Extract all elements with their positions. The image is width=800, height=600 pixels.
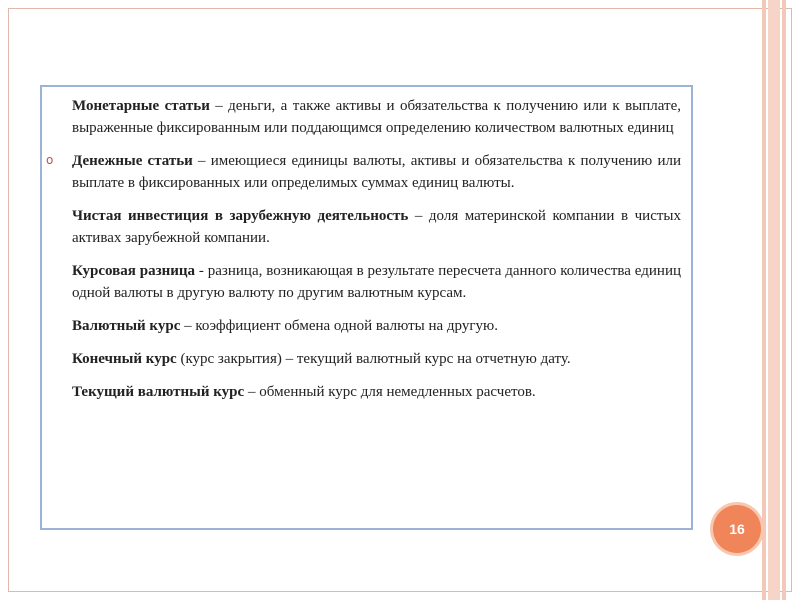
definition-text: – доля материнской компании в чистых активах зарубежной компании.: [72, 208, 681, 246]
decorative-stripe: [782, 0, 786, 600]
list-item: [42, 348, 691, 370]
list-item: [42, 260, 691, 304]
definition-list: [42, 95, 691, 414]
list-item: [42, 315, 691, 337]
term-label: Чистая инвестиция в зарубежную деятельность: [72, 208, 409, 224]
list-item: [42, 205, 691, 249]
slide-number-badge: 16: [713, 505, 761, 553]
circle-bullet-icon: o: [46, 153, 54, 167]
term-label: Монетарные статьи: [72, 98, 210, 114]
term-label: Текущий валютный курс: [72, 384, 245, 400]
definition-text: - разница, возникающая в результате пересчета данного количества единиц одной валюты в другую валюту по другим валютным курсам.: [72, 263, 681, 301]
term-label: Валютный курс: [72, 318, 181, 334]
decorative-stripe: [762, 0, 766, 600]
definition-text: – коэффициент обмена одной валюты на другую.: [180, 318, 498, 334]
term-label: Курсовая разница: [72, 263, 196, 279]
definition-text: – деньги, а также активы и обязательства к получению или к выплате, выраженные фиксированным или поддающимся определению количеством валютных единиц: [72, 98, 681, 136]
list-item: [42, 150, 691, 194]
decorative-stripe: [768, 0, 780, 600]
definition-text: – обменный курс для немедленных расчетов.: [244, 384, 536, 400]
definition-text: (курс закрытия) – текущий валютный курс на отчетную дату.: [176, 351, 571, 367]
term-label: Конечный курс: [72, 351, 177, 367]
definition-text: – имеющиеся единицы валюты, активы и обязательства к получению или выплате в фиксированных или определимых суммах единиц валюты.: [72, 153, 681, 191]
list-item: [42, 95, 691, 139]
term-label: Денежные статьи: [72, 153, 193, 169]
content-box: [40, 85, 693, 530]
list-item: [42, 381, 691, 403]
